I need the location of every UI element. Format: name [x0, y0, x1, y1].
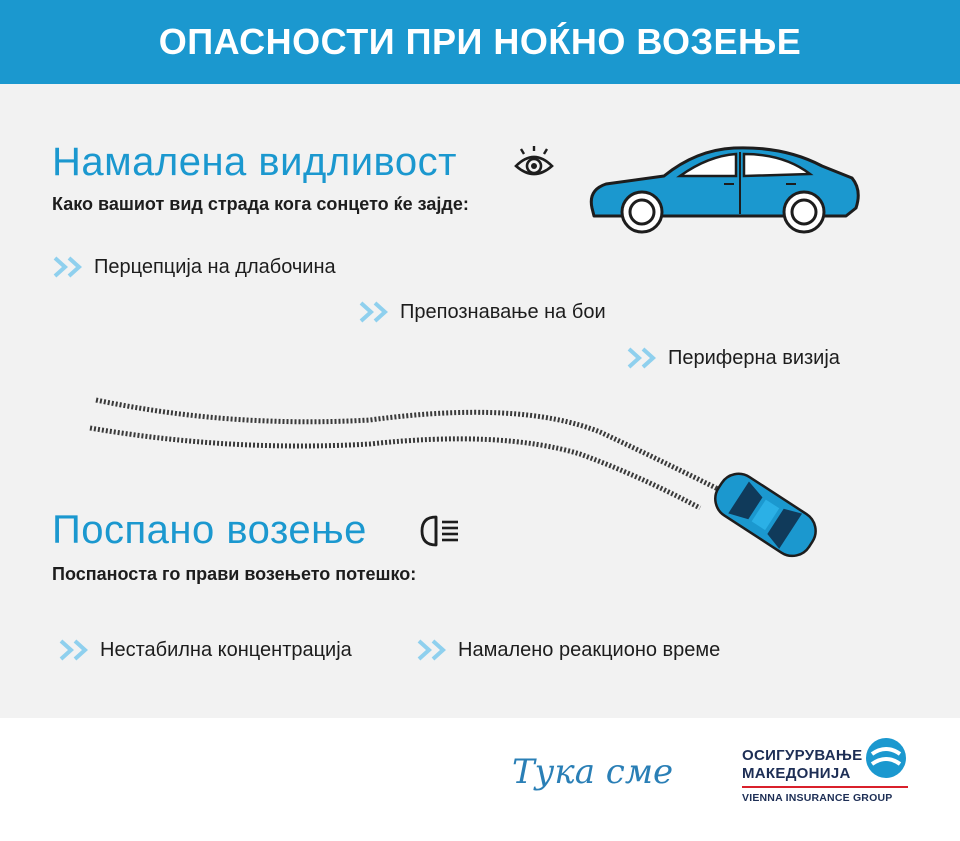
list-item-label: Перцепција на длабочина — [94, 255, 336, 278]
section-title-drowsy: Поспано возење — [52, 508, 367, 552]
brand-divider — [742, 786, 908, 788]
headlight-icon — [418, 514, 464, 548]
list-item-label: Нестабилна концентрација — [100, 638, 352, 661]
list-item — [52, 255, 336, 279]
list-item-label: Препознавање на бои — [400, 300, 606, 323]
double-chevron-icon — [358, 300, 392, 324]
list-item — [416, 638, 720, 662]
car-side-illustration — [584, 138, 864, 238]
list-item-label: Периферна визија — [668, 346, 840, 369]
section-title-visibility: Намалена видливост — [52, 140, 457, 184]
page-title: ОПАСНОСТИ ПРИ НОЌНО ВОЗЕЊЕ — [158, 21, 802, 62]
car-top-illustration — [704, 462, 828, 566]
double-chevron-icon — [58, 638, 92, 662]
brand-name-line1: ОСИГУРУВАЊЕ — [742, 747, 863, 764]
section-subtitle-visibility: Како вашиот вид страда кога сонцето ќе зајде: — [52, 194, 469, 214]
eye-icon — [512, 144, 556, 184]
double-chevron-icon — [52, 255, 86, 279]
tire-tracks-illustration — [80, 380, 740, 510]
brand-group-name: VIENNA INSURANCE GROUP — [742, 792, 893, 804]
brand-logo-icon — [862, 734, 910, 782]
list-item — [626, 346, 840, 370]
brand-name-line2: МАКЕДОНИЈА — [742, 765, 851, 782]
list-item-label: Намалено реакционо време — [458, 638, 721, 661]
double-chevron-icon — [416, 638, 450, 662]
list-item — [358, 300, 606, 324]
double-chevron-icon — [626, 346, 660, 370]
tagline: Тука сме — [512, 752, 674, 792]
list-item — [58, 638, 352, 662]
section-subtitle-drowsy: Поспаноста го прави возењето потешко: — [52, 564, 417, 584]
